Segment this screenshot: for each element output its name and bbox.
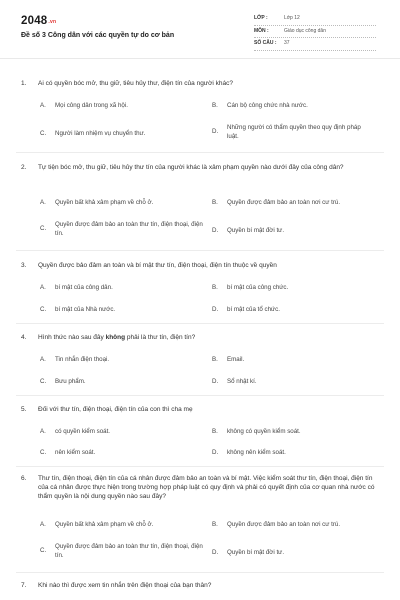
question-number: 1. bbox=[21, 80, 27, 87]
question-item bbox=[0, 262, 400, 314]
option-letter: C. bbox=[40, 449, 47, 457]
answer-option[interactable] bbox=[212, 306, 280, 315]
logo-text: 2048 bbox=[21, 15, 48, 27]
answer-option[interactable] bbox=[212, 521, 340, 530]
meta-value: Giáo dục công dân bbox=[284, 27, 326, 34]
option-letter: C. bbox=[40, 306, 47, 314]
answer-option[interactable] bbox=[212, 124, 372, 141]
option-text: Quyền được đảm bảo an toàn nơi cư trú. bbox=[227, 521, 341, 528]
question-text: Khi nào thì được xem tin nhắn trên điện thoại của bạn thân? bbox=[38, 582, 212, 589]
question-number: 6. bbox=[21, 475, 27, 482]
answer-option[interactable] bbox=[212, 378, 257, 387]
option-text: không có quyền kiểm soát. bbox=[227, 428, 301, 435]
meta-value: 37 bbox=[284, 40, 290, 47]
option-text: Cán bộ công chức nhà nước. bbox=[227, 102, 308, 109]
option-letter: A. bbox=[40, 102, 46, 110]
question-number: 4. bbox=[21, 334, 27, 341]
option-text: bí mật của công dân. bbox=[55, 284, 113, 291]
question-item bbox=[0, 164, 400, 237]
meta-row-subject bbox=[254, 26, 376, 39]
option-text: Quyền được đảm bảo an toàn nơi cư trú. bbox=[227, 199, 341, 206]
option-text: Mọi công dân trong xã hội. bbox=[55, 102, 128, 109]
option-text: Quyền bất khả xâm phạm về chỗ ở. bbox=[55, 199, 154, 206]
question-divider bbox=[16, 572, 384, 573]
question-divider bbox=[16, 466, 384, 467]
question-item bbox=[0, 334, 400, 386]
question-header bbox=[0, 80, 400, 89]
question-divider bbox=[16, 250, 384, 251]
answer-option[interactable] bbox=[40, 378, 86, 387]
meta-key: LỚP : bbox=[254, 15, 268, 22]
answer-option[interactable] bbox=[212, 227, 284, 236]
answer-option[interactable] bbox=[212, 102, 308, 111]
answer-option[interactable] bbox=[212, 428, 301, 437]
answer-option[interactable] bbox=[40, 356, 109, 365]
meta-value: Lớp 12 bbox=[284, 15, 300, 22]
option-text: Người làm nhiệm vụ chuyển thư. bbox=[55, 130, 146, 137]
option-text: Quyền bí mật đời tư. bbox=[227, 227, 285, 234]
document-title: Đề số 3 Công dân với các quyền tự do cơ bản bbox=[21, 32, 175, 39]
option-letter: D. bbox=[212, 449, 219, 457]
answer-option[interactable] bbox=[40, 449, 95, 458]
answer-option[interactable] bbox=[212, 356, 244, 365]
question-text: Ai có quyền bóc mở, thu giữ, tiêu hủy thư, điện tín của người khác? bbox=[38, 80, 234, 87]
question-divider bbox=[16, 395, 384, 396]
question-text: Thư tín, điện thoại, điện tín của cá nhân được đảm bảo an toàn và bí mật. Việc kiểm soát thư tín, điện thoại, điện tín của cá nhân được thực hiện trong trường hợp pháp luật có quy định và phải có quyết định của cơ quan nhà nước có thẩm quyền là nội dung quyền nào sau đây? bbox=[38, 475, 375, 500]
question-header bbox=[0, 164, 400, 173]
option-text: Tin nhắn điện thoại. bbox=[55, 356, 110, 363]
option-letter: A. bbox=[40, 199, 46, 207]
question-header bbox=[0, 582, 400, 591]
question-item bbox=[0, 80, 400, 140]
option-text: Bưu phẩm. bbox=[55, 378, 86, 385]
question-text-before: Hình thức nào sau đây bbox=[38, 334, 106, 341]
option-letter: D. bbox=[212, 549, 219, 557]
question-header bbox=[0, 334, 400, 343]
question-header bbox=[0, 406, 400, 415]
option-letter: B. bbox=[212, 199, 218, 207]
option-text: Email. bbox=[227, 356, 245, 363]
document-header bbox=[0, 0, 400, 58]
question-text-after: phải là thư tín, điện tín? bbox=[125, 334, 196, 341]
answer-option[interactable] bbox=[40, 102, 128, 111]
option-text: Quyền được đảm bảo an toàn thư tín, điện thoại, điện tín. bbox=[55, 221, 203, 237]
option-letter: A. bbox=[40, 356, 46, 364]
logo-suffix: .vn bbox=[48, 19, 57, 25]
question-header bbox=[0, 262, 400, 271]
question-number: 7. bbox=[21, 582, 27, 589]
question-item bbox=[0, 582, 400, 591]
option-letter: D. bbox=[212, 306, 219, 314]
question-text: Đối với thư tín, điện thoại, điện tín của con thì cha mẹ bbox=[38, 406, 193, 413]
option-letter: D. bbox=[212, 227, 219, 235]
answer-option[interactable] bbox=[212, 199, 340, 208]
question-item bbox=[0, 406, 400, 457]
option-text: Những người có thẩm quyền theo quy định pháp luật. bbox=[227, 124, 361, 140]
option-text: không nên kiểm soát. bbox=[227, 449, 286, 456]
answer-option[interactable] bbox=[40, 221, 205, 238]
option-text: nên kiểm soát. bbox=[55, 449, 96, 456]
option-letter: A. bbox=[40, 428, 46, 436]
answer-option[interactable] bbox=[212, 284, 288, 293]
option-letter: C. bbox=[40, 130, 47, 138]
answer-option[interactable] bbox=[212, 449, 286, 458]
option-letter: B. bbox=[212, 521, 218, 529]
option-letter: B. bbox=[212, 356, 218, 364]
answer-option[interactable] bbox=[40, 306, 115, 315]
document-meta bbox=[254, 13, 376, 51]
option-text: bí mật của công chức. bbox=[227, 284, 289, 291]
question-number: 2. bbox=[21, 164, 27, 171]
meta-row-count bbox=[254, 38, 376, 51]
option-letter: A. bbox=[40, 521, 46, 529]
option-letter: B. bbox=[212, 102, 218, 110]
option-letter: C. bbox=[40, 378, 47, 386]
option-text: Sổ nhật kí. bbox=[227, 378, 257, 385]
option-text: có quyền kiểm soát. bbox=[55, 428, 111, 435]
meta-key: MÔN : bbox=[254, 27, 269, 34]
answer-option[interactable] bbox=[40, 543, 205, 560]
question-text: Quyền được bảo đảm an toàn và bí mật thư tín, điện thoại, điện tín thuộc về quyền bbox=[38, 262, 277, 269]
answer-option[interactable] bbox=[212, 549, 284, 558]
question-text-emphasis: không bbox=[105, 334, 126, 341]
option-letter: C. bbox=[40, 225, 47, 233]
option-letter: D. bbox=[212, 378, 219, 386]
option-text: bí mật của tổ chức. bbox=[227, 306, 280, 313]
meta-row-class bbox=[254, 13, 376, 26]
question-text: Tự tiện bóc mở, thu giữ, tiêu hủy thư tín của người khác là xâm phạm quyền nào dưới đây của công dân? bbox=[38, 164, 344, 171]
question-divider bbox=[16, 152, 384, 153]
meta-key: SỐ CÂU : bbox=[254, 40, 277, 47]
answer-option[interactable] bbox=[40, 428, 110, 437]
site-logo[interactable] bbox=[21, 14, 56, 30]
answer-option[interactable] bbox=[40, 284, 113, 293]
question-divider bbox=[16, 323, 384, 324]
option-text: Quyền bí mật đời tư. bbox=[227, 549, 285, 556]
question-number: 5. bbox=[21, 406, 27, 413]
header-divider bbox=[0, 58, 400, 59]
option-text: Quyền bất khả xâm phạm về chỗ ở. bbox=[55, 521, 154, 528]
answer-option[interactable] bbox=[40, 521, 153, 530]
question-header bbox=[0, 475, 400, 501]
option-letter: B. bbox=[212, 284, 218, 292]
option-text: Quyền được đảm bảo an toàn thư tín, điện thoại, điện tín. bbox=[55, 543, 203, 559]
answer-option[interactable] bbox=[40, 130, 145, 139]
option-letter: D. bbox=[212, 128, 219, 136]
option-letter: C. bbox=[40, 547, 47, 555]
question-number: 3. bbox=[21, 262, 27, 269]
option-letter: B. bbox=[212, 428, 218, 436]
option-text: bí mật của Nhà nước. bbox=[55, 306, 116, 313]
question-item bbox=[0, 475, 400, 559]
answer-option[interactable] bbox=[40, 199, 153, 208]
option-letter: A. bbox=[40, 284, 46, 292]
